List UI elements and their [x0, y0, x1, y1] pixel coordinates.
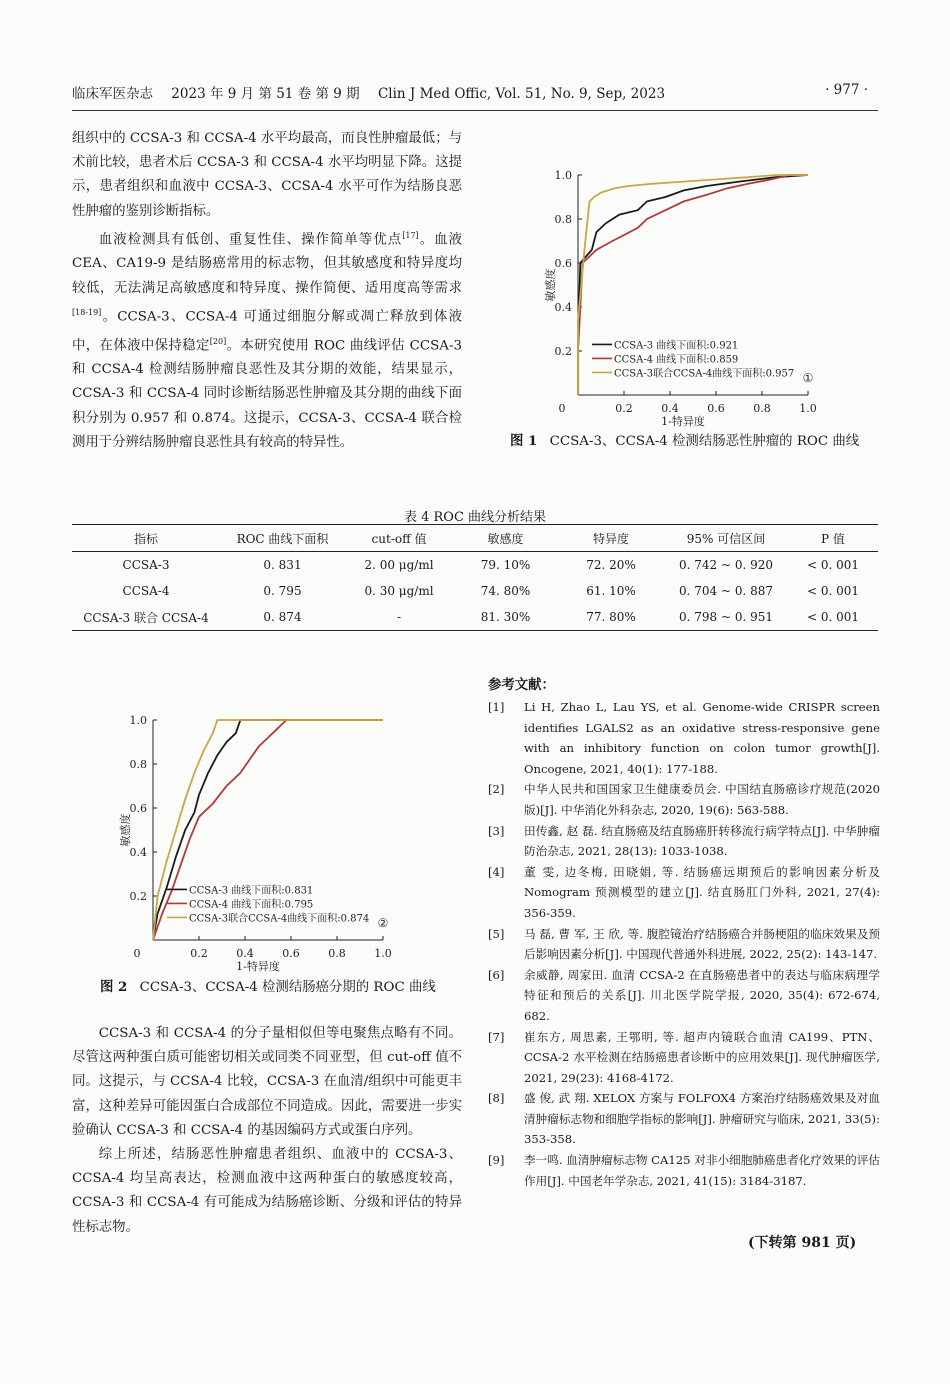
table-header-cell: 敏感度 — [487, 531, 524, 546]
y-tick-label: 0.4 — [554, 301, 572, 314]
references-title: 参考文献： — [488, 678, 555, 693]
reference-text: 马 磊, 曹 军, 王 欣, 等. 腹腔镜治疗结肠癌合并肠梗阻的临床效果及预后影响因素分析[J]. 中国现代普通外科进展, 2022, 25(2): 143-147. — [524, 926, 880, 962]
reference-text: 中华人民共和国国家卫生健康委员会. 中国结直肠癌诊疗规范(2020 版)[J]. 中华消化外科杂志, 2020, 19(6): 563-588. — [524, 782, 880, 817]
x-tick-label: 0.6 — [282, 947, 300, 960]
table-cell: 2. 00 μg/ml — [364, 558, 434, 572]
table-row — [72, 578, 878, 604]
table-cell: 0. 795 — [263, 584, 302, 598]
table-cell: 61. 10% — [586, 584, 636, 598]
figure-1-roc-chart — [540, 160, 840, 430]
reference-number: [4] — [488, 864, 505, 879]
reference-number: [6] — [488, 967, 505, 982]
table-cell: 77. 80% — [586, 610, 636, 624]
x-axis-label: 1-特异度 — [661, 415, 705, 428]
table-cell: CCSA-3 — [122, 558, 170, 572]
paragraph: 组织中的 CCSA-3 和 CCSA-4 水平均最高，而良性肿瘤最低；与术前比较，患者术后 CCSA-3 和 CCSA-4 水平均明显下降。这提示，患者组织和血液中 CCSA-3、CCSA-4 水平可作为结肠良恶性肿瘤的鉴别诊断指标。 — [72, 131, 462, 219]
table-cell: 72. 20% — [586, 558, 636, 572]
y-tick-label: 0.4 — [129, 846, 147, 859]
table-cell: 0. 742 ~ 0. 920 — [678, 558, 774, 572]
table-cell: 74. 80% — [480, 584, 531, 598]
y-tick-label: 1.0 — [129, 714, 147, 727]
y-tick-label: 0.8 — [554, 213, 572, 226]
table-header-cell: 特异度 — [592, 531, 629, 546]
table-cell: - — [396, 610, 402, 624]
issue-info: 2023 年 9 月 第 51 卷 第 9 期 — [171, 86, 360, 102]
x-tick-label: 0.6 — [707, 402, 725, 415]
x-tick-label: 0.4 — [661, 402, 679, 415]
paragraph-text: 。本研究使用 ROC 曲线评估 CCSA-3 和 CCSA-4 检测结肠肿瘤良恶性及其分期的效能，结果显示，CCSA-3 和 CCSA-4 同时诊断结肠恶性肿瘤及其分期的曲线下面积分别为 0.957 和 0.874。这提示，CCSA-3、CCSA-4 联合检测用于分辨结肠肿瘤良恶性具有较高的特异性。 — [72, 338, 462, 450]
x-tick-label: 0 — [558, 402, 566, 415]
table-row — [72, 552, 878, 579]
table-header-cell: ROC 曲线下面积 — [236, 531, 329, 546]
paragraph: CCSA-3 和 CCSA-4 的分子量相似但等电聚焦点略有不同。尽管这两种蛋白质可能密切相关或同类不同亚型，但 cut-off 值不同。这提示，与 CCSA-4 比较，CCSA-3 在血清/组织中可能更丰富，这种差异可能因蛋白合成部位不同造成。因此，需要进一步实验确认 CCSA-3 和 CCSA-4 的基因编码方式或蛋白序列。 — [72, 1026, 462, 1138]
reference-text: 董 雯, 边冬梅, 田晓娟, 等. 结肠癌远期预后的影响因素分析及 Nomogram 预测模型的建立[J]. 结直肠肛门外科, 2021, 27(4): 356-359. — [524, 864, 880, 920]
legend-label: CCSA-3 曲线下面积:0.831 — [189, 885, 314, 897]
reference-text: 盛 俊, 武 翔. XELOX 方案与 FOLFOX4 方案治疗结肠癌效果及对血清肿瘤标志物和细胞学指标的影响[J]. 肿瘤研究与临床, 2021, 33(5): 353-358. — [524, 1091, 880, 1147]
table-cell: 0. 831 — [263, 558, 302, 572]
left-column-top — [72, 127, 462, 455]
legend-label: CCSA-3 曲线下面积:0.921 — [614, 340, 739, 352]
x-tick-label: 0 — [133, 947, 141, 960]
reference-number: [3] — [488, 823, 505, 838]
y-tick-label: 0.2 — [129, 890, 147, 903]
table-cell: CCSA-4 — [122, 584, 170, 598]
x-axis-label: 1-特异度 — [236, 960, 280, 973]
continued-note: (下转第 981 页) — [748, 1235, 857, 1251]
header-rule — [72, 110, 878, 111]
reference-item — [488, 1088, 880, 1150]
reference-text: 崔东方, 周思素, 王鄂明, 等. 超声内镜联合血清 CA199、PTN、CCSA-2 水平检测在结肠癌患者诊断中的应用效果[J]. 现代肿瘤医学, 2021, 29(23): 4168-4172. — [524, 1029, 880, 1085]
table-cell: 0. 798 ~ 0. 951 — [678, 610, 774, 624]
table-cell: < 0. 001 — [806, 584, 860, 598]
reference-text: 田传鑫, 赵 磊. 结直肠癌及结直肠癌肝转移流行病学特点[J]. 中华肿瘤防治杂志, 2021, 28(13): 1033-1038. — [524, 823, 880, 859]
table-4 — [72, 524, 878, 631]
figure-1-caption — [510, 430, 859, 449]
reference-number: [5] — [488, 926, 505, 941]
table-header-cell: 95% 可信区间 — [686, 531, 766, 546]
y-axis-label: 敏感度 — [119, 813, 132, 847]
paragraph-text: 血液检测具有低创、重复性佳、操作简单等优点 — [98, 232, 403, 248]
citation: [17] — [402, 230, 419, 240]
reference-text: 余威静, 周家田. 血清 CCSA-2 在直肠癌患者中的表达与临床病理学特征和预后的关系[J]. 川北医学院学报, 2020, 35(4): 672-674, 682. — [524, 967, 880, 1023]
y-tick-label: 0.6 — [554, 257, 572, 270]
table-header-row — [72, 525, 878, 552]
reference-list — [488, 697, 880, 1191]
table-cell: 81. 30% — [480, 610, 531, 624]
reference-number: [7] — [488, 1029, 505, 1044]
table-cell: < 0. 001 — [806, 610, 860, 624]
reference-item — [488, 1027, 880, 1089]
reference-text: 李一鸣. 血清肿瘤标志物 CA125 对非小细胞肺癌患者化疗效果的评估作用[J]. 中国老年学杂志, 2021, 41(15): 3184-3187. — [524, 1153, 880, 1188]
y-tick-label: 0.6 — [129, 802, 147, 815]
reference-number: [1] — [488, 700, 505, 714]
figure-1-title: CCSA-3、CCSA-4 检测结肠恶性肿瘤的 ROC 曲线 — [549, 434, 860, 449]
x-tick-label: 0.8 — [753, 402, 771, 415]
paragraph: 综上所述，结肠恶性肿瘤患者组织、血液中的 CCSA-3、CCSA-4 均呈高表达，检测血液中这两种蛋白的敏感度较高，CCSA-3 和 CCSA-4 有可能成为结肠癌诊断、分级和评估的特异性标志物。 — [72, 1147, 462, 1235]
table-cell: 79. 10% — [480, 558, 531, 572]
running-header — [72, 82, 878, 108]
x-tick-label: 0.4 — [236, 947, 254, 960]
x-tick-label: 0.8 — [328, 947, 346, 960]
journal-name: 临床军医杂志 — [72, 86, 153, 102]
table-cell: CCSA-3 联合 CCSA-4 — [83, 610, 209, 625]
table-header-cell: 指标 — [133, 531, 158, 546]
table-cell: 0. 704 ~ 0. 887 — [678, 584, 774, 598]
reference-number: [8] — [488, 1091, 505, 1106]
figure-marker: ② — [377, 915, 389, 930]
page-number: · 977 · — [825, 82, 868, 98]
legend-label: CCSA-4 曲线下面积:0.859 — [614, 354, 739, 366]
reference-item — [488, 965, 880, 1027]
y-tick-label: 1.0 — [554, 169, 572, 182]
paragraph-text: 。CCSA-3、CCSA-4 可通过细胞分解或凋亡释放到体液中，在体液中保持稳定 — [72, 309, 462, 354]
figure-2-roc-chart — [115, 705, 415, 975]
figure-marker: ① — [802, 370, 814, 385]
citation: [20] — [209, 336, 227, 346]
reference-item — [488, 1150, 880, 1191]
citation: [18-19] — [72, 307, 102, 317]
x-tick-label: 0.2 — [190, 947, 208, 960]
reference-item — [488, 924, 880, 965]
figure-1-label: 图 1 — [510, 433, 538, 449]
reference-text: Li H, Zhao L, Lau YS, et al. Genome-wide CRISPR screen identifies LGALS2 as an oxidative stress-responsive gene with an inhibitory function on colon tumor growth[J]. Oncogene, 2021, 40(1): 177-188. — [524, 700, 880, 776]
reference-number: [9] — [488, 1153, 505, 1168]
x-tick-label: 0.2 — [615, 402, 633, 415]
table-cell: 0. 874 — [263, 610, 302, 624]
reference-item — [488, 697, 880, 779]
reference-item — [488, 862, 880, 924]
legend-label: CCSA-3联合CCSA-4曲线下面积:0.957 — [614, 368, 795, 380]
legend-label: CCSA-3联合CCSA-4曲线下面积:0.874 — [189, 913, 370, 925]
x-tick-label: 1.0 — [799, 402, 817, 415]
legend-label: CCSA-4 曲线下面积:0.795 — [189, 899, 314, 911]
paragraph-text: 。血液 CEA、CA19-9 是结肠癌常用的标志物，但其敏感度和特异度均较低，无法满足高敏感度和特异度、操作简便、适用度高等需求 — [72, 232, 463, 296]
y-tick-label: 0.2 — [554, 345, 572, 358]
y-axis-label: 敏感度 — [544, 268, 557, 302]
table-header-cell: P 值 — [821, 531, 845, 546]
journal-english: Clin J Med Offic, Vol. 51, No. 9, Sep, 2023 — [377, 86, 666, 102]
paragraph — [72, 224, 462, 455]
table-4-title: 表 4 ROC 曲线分析结果 — [403, 510, 547, 525]
left-column-bottom — [72, 1022, 462, 1240]
table-header-cell: cut-off 值 — [371, 531, 427, 546]
reference-item — [488, 821, 880, 862]
table-cell: 0. 30 μg/ml — [364, 584, 434, 598]
table-row — [72, 604, 878, 631]
table-cell: < 0. 001 — [806, 558, 860, 572]
y-tick-label: 0.8 — [129, 758, 147, 771]
figure-2-title: CCSA-3、CCSA-4 检测结肠癌分期的 ROC 曲线 — [139, 980, 436, 995]
figure-2-label: 图 2 — [100, 979, 128, 995]
reference-number: [2] — [488, 782, 505, 797]
x-tick-label: 1.0 — [374, 947, 392, 960]
figure-2-caption — [100, 976, 436, 995]
reference-item — [488, 779, 880, 820]
